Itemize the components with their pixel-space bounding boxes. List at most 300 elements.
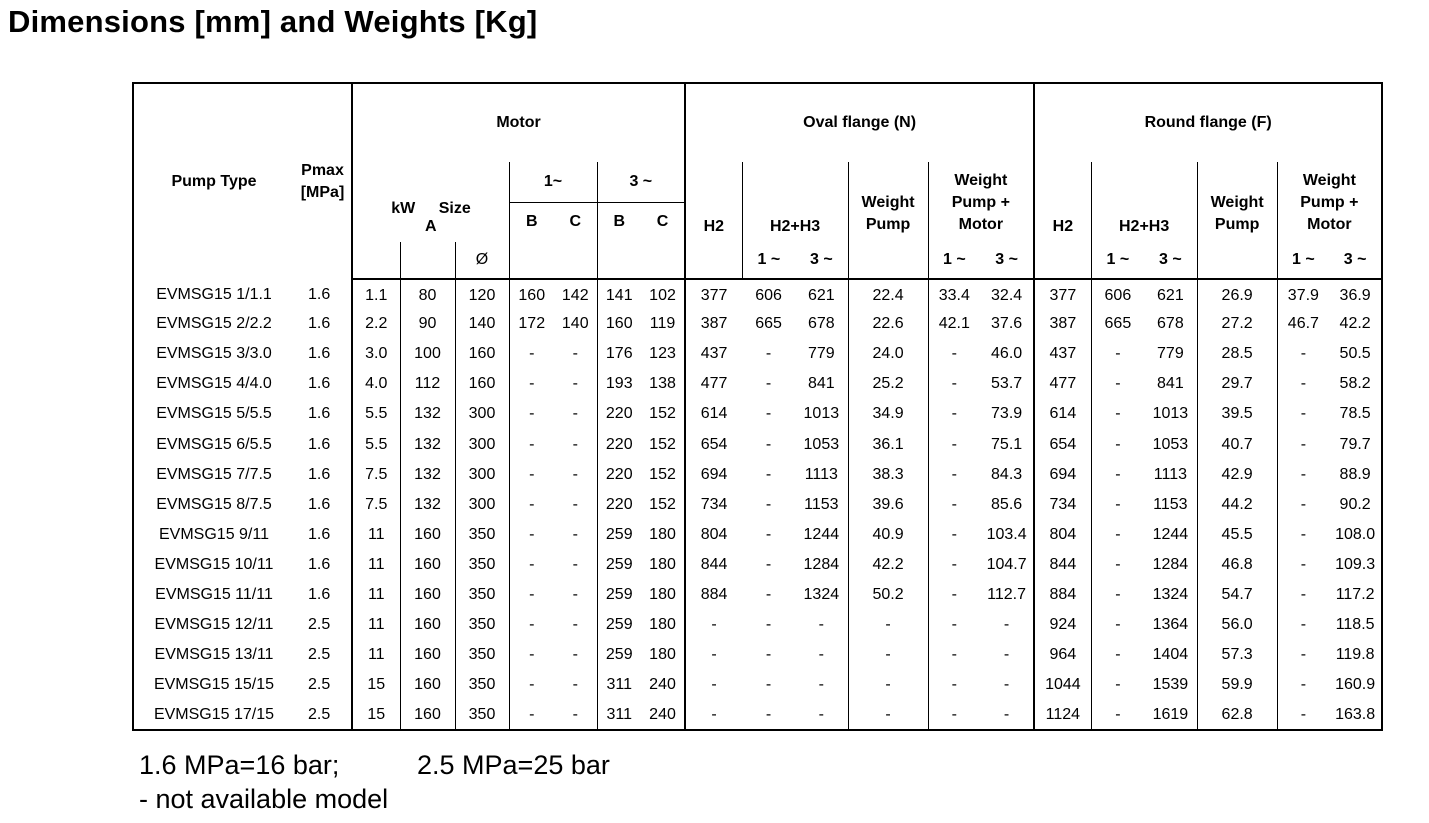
cell-round-h2h3-3phase: 1404 <box>1152 646 1189 664</box>
cell-round-wpm-1phase: - <box>1277 670 1329 700</box>
cell-oval-h2h3-1phase: - <box>765 495 772 513</box>
cell-oval-weight-pump: - <box>848 640 928 670</box>
cell-oval-h2h3-3phase: 678 <box>807 315 835 333</box>
cell-round-weight-pump: 40.7 <box>1197 429 1277 459</box>
cell-kw: 7.5 <box>352 460 400 490</box>
cell-c-3phase: 152 <box>649 435 676 453</box>
cell-a: 350 <box>455 580 509 610</box>
cell-round-wpm-1phase: - <box>1277 339 1329 369</box>
header-pmax-line1: Pmax <box>301 161 344 179</box>
cell-b-3phase: 259 <box>597 610 641 640</box>
spec-table-container <box>132 82 1383 731</box>
cell-oval-wpm-3phase: - <box>1003 676 1010 694</box>
table-row <box>133 309 1382 339</box>
cell-oval-h2: 437 <box>685 339 742 369</box>
cell-round-wpm-3phase: 50.5 <box>1339 345 1371 363</box>
header-weight-pump-motor-round <box>1277 162 1382 242</box>
cell-oval-h2h3-1phase: - <box>765 555 772 573</box>
table-row <box>133 610 1382 640</box>
cell-round-weight-pump: 26.9 <box>1197 279 1277 309</box>
cell-round-wpm-3phase: 108.0 <box>1335 525 1376 543</box>
cell-oval-wpm-3phase: - <box>1003 646 1010 664</box>
cell-oval-h2h3-3phase: - <box>818 676 824 694</box>
cell-round-h2h3-1phase: - <box>1091 550 1144 580</box>
cell-round-h2h3-1phase: - <box>1091 490 1144 520</box>
cell-pmax: 1.6 <box>308 375 331 393</box>
table-row <box>133 520 1382 550</box>
table-row <box>133 429 1382 459</box>
header-h2-round-sub <box>1034 242 1091 279</box>
cell-round-weight-pump: 57.3 <box>1197 640 1277 670</box>
cell-c-1phase: - <box>572 555 578 573</box>
cell-pump-type: EVMSG15 4/4.0 <box>156 375 272 393</box>
cell-round-h2: 477 <box>1034 369 1091 399</box>
cell-kw: 11 <box>352 640 400 670</box>
cell-pmax: 1.6 <box>308 465 331 483</box>
cell-oval-weight-pump: 22.4 <box>848 279 928 309</box>
cell-b-1phase: 160 <box>509 279 554 309</box>
cell-c-1phase: - <box>572 585 578 603</box>
cell-oval-h2: - <box>685 610 742 640</box>
cell-oval-h2h3-1phase: - <box>765 465 772 483</box>
cell-b-1phase: - <box>509 399 554 429</box>
header-round-flange: Round flange (F) <box>1034 83 1382 162</box>
cell-size: 160 <box>400 580 455 610</box>
cell-oval-wpm-1phase: - <box>928 550 980 580</box>
cell-round-weight-pump: 56.0 <box>1197 610 1277 640</box>
cell-round-h2h3-1phase: - <box>1091 460 1144 490</box>
cell-round-h2h3-3phase: 678 <box>1157 315 1184 333</box>
cell-round-wpm-3phase: 88.9 <box>1339 465 1371 483</box>
cell-size: 132 <box>400 490 455 520</box>
cell-oval-weight-pump: 24.0 <box>848 339 928 369</box>
cell-oval-wpm-3phase: 53.7 <box>991 375 1023 393</box>
header-wpm-oval-l3: Motor <box>958 216 1004 233</box>
cell-c-3phase: 138 <box>649 375 676 393</box>
cell-round-h2: 694 <box>1034 460 1091 490</box>
cell-oval-wpm-1phase: 33.4 <box>928 279 980 309</box>
table-row <box>133 670 1382 700</box>
cell-oval-weight-pump: 38.3 <box>848 460 928 490</box>
cell-oval-h2h3-1phase: - <box>765 525 772 543</box>
cell-round-wpm-1phase: - <box>1277 369 1329 399</box>
cell-pump-type: EVMSG15 7/7.5 <box>156 465 272 483</box>
header-weight-pump-oval-l1: Weight <box>861 194 915 211</box>
header-b-3phase: B <box>597 202 641 242</box>
cell-size: 132 <box>400 460 455 490</box>
table-row <box>133 460 1382 490</box>
footnote-legend: - not available model <box>139 784 389 814</box>
cell-round-wpm-1phase: - <box>1277 490 1329 520</box>
cell-round-h2h3-3phase: 1364 <box>1152 616 1189 634</box>
header-kw-sub <box>352 242 400 279</box>
header-a: A <box>424 218 437 235</box>
cell-oval-h2h3-3phase: 621 <box>807 286 835 304</box>
cell-oval-h2h3-1phase: 606 <box>755 286 782 304</box>
cell-c-3phase: 240 <box>649 676 676 694</box>
cell-kw: 15 <box>352 700 400 730</box>
cell-b-1phase: - <box>509 520 554 550</box>
cell-oval-wpm-3phase: 46.0 <box>991 345 1023 363</box>
cell-b-1phase: - <box>509 429 554 459</box>
header-motor: Motor <box>352 83 685 162</box>
header-wpm-round-l3: Motor <box>1307 216 1352 233</box>
cell-a: 350 <box>455 550 509 580</box>
cell-oval-wpm-3phase: 104.7 <box>986 555 1027 573</box>
cell-oval-weight-pump: 25.2 <box>848 369 928 399</box>
cell-oval-h2h3-3phase: 1284 <box>803 555 840 573</box>
cell-kw: 11 <box>352 520 400 550</box>
cell-b-1phase: - <box>509 339 554 369</box>
cell-oval-weight-pump: - <box>848 610 928 640</box>
cell-round-h2h3-3phase: 1113 <box>1153 465 1187 483</box>
header-kw: kW <box>391 200 416 217</box>
cell-a: 120 <box>455 279 509 309</box>
footnote-pressure <box>139 750 610 781</box>
header-c-3phase: C <box>641 202 685 242</box>
cell-kw: 7.5 <box>352 490 400 520</box>
cell-c-1phase: 142 <box>561 286 589 304</box>
cell-a: 350 <box>455 640 509 670</box>
table-row <box>133 279 1382 309</box>
cell-oval-h2: 694 <box>685 460 742 490</box>
cell-kw: 11 <box>352 580 400 610</box>
header-wpm-oval-3phase: 3 ~ <box>980 242 1034 279</box>
cell-round-h2: 964 <box>1034 640 1091 670</box>
cell-round-weight-pump: 59.9 <box>1197 670 1277 700</box>
cell-size: 132 <box>400 399 455 429</box>
cell-oval-h2h3-1phase: - <box>765 405 772 423</box>
cell-oval-h2h3-1phase: 665 <box>755 315 782 333</box>
cell-round-h2h3-1phase: - <box>1091 520 1144 550</box>
cell-round-h2h3-3phase: 1284 <box>1152 555 1189 573</box>
cell-round-h2: 844 <box>1034 550 1091 580</box>
header-kw-size-a <box>352 162 509 242</box>
cell-pump-type: EVMSG15 2/2.2 <box>156 315 272 333</box>
cell-pmax: 1.6 <box>308 585 331 603</box>
cell-round-h2: 1124 <box>1034 700 1091 730</box>
header-wpm-oval-1phase: 1 ~ <box>928 242 980 279</box>
header-3phase-motor: 3 ~ <box>597 162 685 202</box>
cell-round-h2h3-3phase: 1053 <box>1152 435 1189 453</box>
header-h2h3-round-1phase: 1 ~ <box>1091 242 1144 279</box>
cell-oval-weight-pump: - <box>848 700 928 730</box>
cell-c-3phase: 123 <box>649 345 676 363</box>
cell-oval-h2h3-3phase: 1324 <box>803 585 840 603</box>
cell-size: 112 <box>400 369 455 399</box>
table-row <box>133 490 1382 520</box>
cell-oval-h2h3-1phase: - <box>765 435 772 453</box>
cell-kw: 11 <box>352 550 400 580</box>
cell-pump-type: EVMSG15 11/11 <box>155 585 273 603</box>
cell-round-weight-pump: 54.7 <box>1197 580 1277 610</box>
cell-round-h2h3-1phase: - <box>1091 700 1144 730</box>
cell-oval-h2h3-1phase: - <box>765 375 772 393</box>
cell-pmax: 2.5 <box>308 616 331 634</box>
cell-oval-h2h3-1phase: - <box>765 345 772 363</box>
cell-kw: 2.2 <box>352 309 400 339</box>
cell-kw: 3.0 <box>352 339 400 369</box>
cell-pump-type: EVMSG15 9/11 <box>159 525 269 543</box>
cell-pmax: 1.6 <box>308 405 331 423</box>
cell-kw: 1.1 <box>352 279 400 309</box>
cell-round-h2h3-1phase: - <box>1091 580 1144 610</box>
table-row <box>133 550 1382 580</box>
cell-round-wpm-1phase: - <box>1277 700 1329 730</box>
cell-a: 160 <box>455 339 509 369</box>
cell-c-1phase: - <box>572 435 578 453</box>
cell-round-wpm-3phase: 78.5 <box>1339 405 1371 423</box>
cell-oval-wpm-1phase: - <box>928 369 980 399</box>
cell-pmax: 1.6 <box>308 345 331 363</box>
cell-c-3phase: 152 <box>649 495 676 513</box>
cell-b-3phase: 220 <box>597 429 641 459</box>
cell-oval-wpm-3phase: - <box>1003 616 1010 634</box>
cell-oval-h2: 377 <box>685 279 742 309</box>
cell-c-1phase: - <box>572 405 578 423</box>
table-row <box>133 399 1382 429</box>
cell-size: 80 <box>400 279 455 309</box>
cell-oval-h2: 734 <box>685 490 742 520</box>
cell-round-h2: 804 <box>1034 520 1091 550</box>
cell-round-weight-pump: 42.9 <box>1197 460 1277 490</box>
cell-pump-type: EVMSG15 3/3.0 <box>156 345 272 363</box>
cell-round-wpm-1phase: - <box>1277 550 1329 580</box>
header-weight-pump-oval <box>848 162 928 242</box>
cell-round-h2h3-3phase: 1324 <box>1152 585 1189 603</box>
header-h2h3-round-3phase: 3 ~ <box>1144 242 1197 279</box>
cell-a: 350 <box>455 610 509 640</box>
cell-kw: 15 <box>352 670 400 700</box>
cell-round-wpm-3phase: 118.5 <box>1335 616 1375 634</box>
cell-round-h2h3-3phase: 1539 <box>1152 676 1189 694</box>
cell-pmax: 2.5 <box>308 676 331 694</box>
cell-c-3phase: 152 <box>649 465 676 483</box>
cell-b-3phase: 259 <box>597 580 641 610</box>
cell-b-3phase: 193 <box>597 369 641 399</box>
cell-size: 160 <box>400 670 455 700</box>
cell-size: 132 <box>400 429 455 459</box>
cell-round-weight-pump: 45.5 <box>1197 520 1277 550</box>
cell-round-wpm-3phase: 160.9 <box>1335 676 1376 694</box>
cell-oval-h2h3-3phase: - <box>818 646 824 664</box>
header-size-sub <box>400 242 455 279</box>
cell-pump-type: EVMSG15 8/7.5 <box>156 495 272 513</box>
cell-c-3phase: 240 <box>649 705 676 723</box>
cell-oval-weight-pump: 36.1 <box>848 429 928 459</box>
header-h2-round: H2 <box>1034 162 1091 242</box>
cell-oval-h2: 614 <box>685 399 742 429</box>
header-c-1phase: C <box>554 202 597 242</box>
header-wpm-round-1phase: 1 ~ <box>1277 242 1329 279</box>
cell-round-weight-pump: 28.5 <box>1197 339 1277 369</box>
header-3phase-sub <box>597 242 685 279</box>
header-wpm-oval-l1: Weight <box>954 172 1008 189</box>
cell-b-1phase: - <box>509 490 554 520</box>
cell-round-weight-pump: 39.5 <box>1197 399 1277 429</box>
header-h2-oval: H2 <box>685 162 742 242</box>
cell-c-1phase: - <box>572 646 578 664</box>
cell-oval-wpm-1phase: - <box>928 640 980 670</box>
cell-c-3phase: 180 <box>649 555 676 573</box>
cell-kw: 4.0 <box>352 369 400 399</box>
cell-oval-h2: - <box>685 700 742 730</box>
cell-round-wpm-1phase: - <box>1277 460 1329 490</box>
cell-c-1phase: - <box>572 465 578 483</box>
cell-round-h2h3-1phase: 606 <box>1091 279 1144 309</box>
cell-oval-wpm-1phase: - <box>928 339 980 369</box>
cell-oval-h2: 844 <box>685 550 742 580</box>
cell-pmax: 2.5 <box>308 705 331 723</box>
cell-round-wpm-3phase: 163.8 <box>1335 705 1376 723</box>
header-h2h3-oval-1phase: 1 ~ <box>742 242 795 279</box>
cell-c-1phase: - <box>572 705 578 723</box>
cell-round-h2h3-3phase: 1153 <box>1153 495 1188 513</box>
cell-oval-weight-pump: - <box>848 670 928 700</box>
cell-oval-weight-pump: 40.9 <box>848 520 928 550</box>
footnote-pressure-16: 1.6 MPa=16 bar; <box>139 750 340 780</box>
cell-round-wpm-3phase: 90.2 <box>1339 495 1371 513</box>
cell-oval-h2h3-3phase: 1244 <box>803 525 840 543</box>
cell-round-h2: 437 <box>1034 339 1091 369</box>
cell-oval-h2: 387 <box>685 309 742 339</box>
cell-a: 300 <box>455 429 509 459</box>
cell-oval-h2: - <box>685 670 742 700</box>
header-h2h3-oval-3phase: 3 ~ <box>795 242 848 279</box>
cell-round-wpm-3phase: 109.3 <box>1335 555 1376 573</box>
cell-b-1phase: - <box>509 580 554 610</box>
cell-b-1phase: - <box>509 640 554 670</box>
cell-c-3phase: 102 <box>649 286 676 304</box>
cell-size: 160 <box>400 700 455 730</box>
cell-a: 350 <box>455 700 509 730</box>
cell-pump-type: EVMSG15 10/11 <box>154 555 274 573</box>
cell-oval-h2: - <box>685 640 742 670</box>
cell-oval-h2h3-3phase: - <box>818 705 824 723</box>
cell-b-1phase: 172 <box>509 309 554 339</box>
cell-round-weight-pump: 44.2 <box>1197 490 1277 520</box>
cell-oval-h2h3-3phase: 1013 <box>803 405 840 423</box>
cell-round-h2: 614 <box>1034 399 1091 429</box>
header-weight-pump-round <box>1197 162 1277 242</box>
cell-a: 350 <box>455 670 509 700</box>
header-pmax <box>294 83 352 279</box>
cell-b-3phase: 220 <box>597 399 641 429</box>
cell-oval-h2h3-3phase: 841 <box>807 375 835 393</box>
cell-b-1phase: - <box>509 670 554 700</box>
cell-oval-weight-pump: 34.9 <box>848 399 928 429</box>
cell-size: 100 <box>400 339 455 369</box>
cell-c-3phase: 180 <box>649 585 676 603</box>
cell-oval-wpm-3phase: 73.9 <box>991 405 1023 423</box>
cell-oval-wpm-1phase: - <box>928 670 980 700</box>
cell-round-wpm-3phase: 79.7 <box>1339 435 1371 453</box>
cell-pump-type: EVMSG15 13/11 <box>154 646 274 664</box>
cell-pump-type: EVMSG15 15/15 <box>153 676 275 694</box>
header-wpm-round-l1: Weight <box>1302 172 1356 189</box>
cell-size: 160 <box>400 640 455 670</box>
cell-pump-type: EVMSG15 6/5.5 <box>156 435 272 453</box>
header-size: Size <box>438 200 471 217</box>
cell-round-wpm-1phase: - <box>1277 580 1329 610</box>
cell-pmax: 1.6 <box>308 435 331 453</box>
cell-size: 90 <box>400 309 455 339</box>
cell-round-h2h3-3phase: 1244 <box>1152 525 1189 543</box>
cell-round-h2: 884 <box>1034 580 1091 610</box>
cell-a: 300 <box>455 399 509 429</box>
cell-c-1phase: - <box>572 495 578 513</box>
cell-oval-wpm-3phase: 84.3 <box>991 465 1023 483</box>
header-wpm-round-3phase: 3 ~ <box>1329 242 1382 279</box>
cell-a: 350 <box>455 520 509 550</box>
cell-pmax: 1.6 <box>308 495 331 513</box>
cell-pmax: 2.5 <box>308 646 331 664</box>
table-body <box>133 279 1382 730</box>
header-h2h3-round: H2+H3 <box>1091 162 1197 242</box>
cell-b-3phase: 311 <box>597 700 641 730</box>
cell-c-3phase: 180 <box>649 616 676 634</box>
cell-a: 300 <box>455 490 509 520</box>
cell-kw: 11 <box>352 610 400 640</box>
header-h2h3-oval: H2+H3 <box>742 162 848 242</box>
cell-round-wpm-3phase: 119.8 <box>1335 646 1375 664</box>
header-weight-pump-round-l2: Pump <box>1214 216 1260 233</box>
cell-c-1phase: - <box>572 676 578 694</box>
header-1phase-motor: 1~ <box>509 162 597 202</box>
cell-b-3phase: 220 <box>597 460 641 490</box>
cell-round-h2h3-3phase: 841 <box>1157 375 1184 393</box>
cell-pump-type: EVMSG15 5/5.5 <box>156 405 272 423</box>
cell-round-h2h3-1phase: - <box>1091 369 1144 399</box>
cell-pump-type: EVMSG15 17/15 <box>153 705 275 723</box>
cell-a: 300 <box>455 460 509 490</box>
cell-oval-weight-pump: 22.6 <box>848 309 928 339</box>
cell-b-3phase: 160 <box>597 309 641 339</box>
cell-oval-weight-pump: 42.2 <box>848 550 928 580</box>
cell-b-3phase: 259 <box>597 550 641 580</box>
header-h2-oval-sub <box>685 242 742 279</box>
cell-round-h2h3-1phase: 665 <box>1091 309 1144 339</box>
header-pmax-line2: [MPa] <box>300 183 345 201</box>
cell-c-3phase: 180 <box>649 525 676 543</box>
cell-oval-wpm-1phase: - <box>928 610 980 640</box>
cell-oval-wpm-1phase: - <box>928 580 980 610</box>
cell-oval-h2h3-3phase: 1153 <box>804 495 839 513</box>
cell-round-h2h3-1phase: - <box>1091 610 1144 640</box>
cell-round-wpm-3phase: 42.2 <box>1339 315 1371 333</box>
cell-round-wpm-1phase: - <box>1277 640 1329 670</box>
cell-round-h2: 924 <box>1034 610 1091 640</box>
cell-round-h2h3-3phase: 779 <box>1157 345 1184 363</box>
header-weight-oval-sub <box>848 242 928 279</box>
cell-b-3phase: 141 <box>597 279 641 309</box>
cell-a: 140 <box>455 309 509 339</box>
cell-b-1phase: - <box>509 369 554 399</box>
cell-round-weight-pump: 46.8 <box>1197 550 1277 580</box>
cell-c-3phase: 152 <box>649 405 676 423</box>
cell-oval-weight-pump: 50.2 <box>848 580 928 610</box>
cell-c-1phase: 140 <box>561 315 589 333</box>
cell-round-h2: 377 <box>1034 279 1091 309</box>
cell-round-h2: 1044 <box>1034 670 1091 700</box>
cell-oval-h2: 884 <box>685 580 742 610</box>
header-diameter: Ø <box>455 242 509 279</box>
cell-kw: 5.5 <box>352 399 400 429</box>
table-row <box>133 580 1382 610</box>
cell-oval-h2: 477 <box>685 369 742 399</box>
cell-oval-h2h3-1phase: - <box>765 585 772 603</box>
cell-c-3phase: 180 <box>649 646 676 664</box>
